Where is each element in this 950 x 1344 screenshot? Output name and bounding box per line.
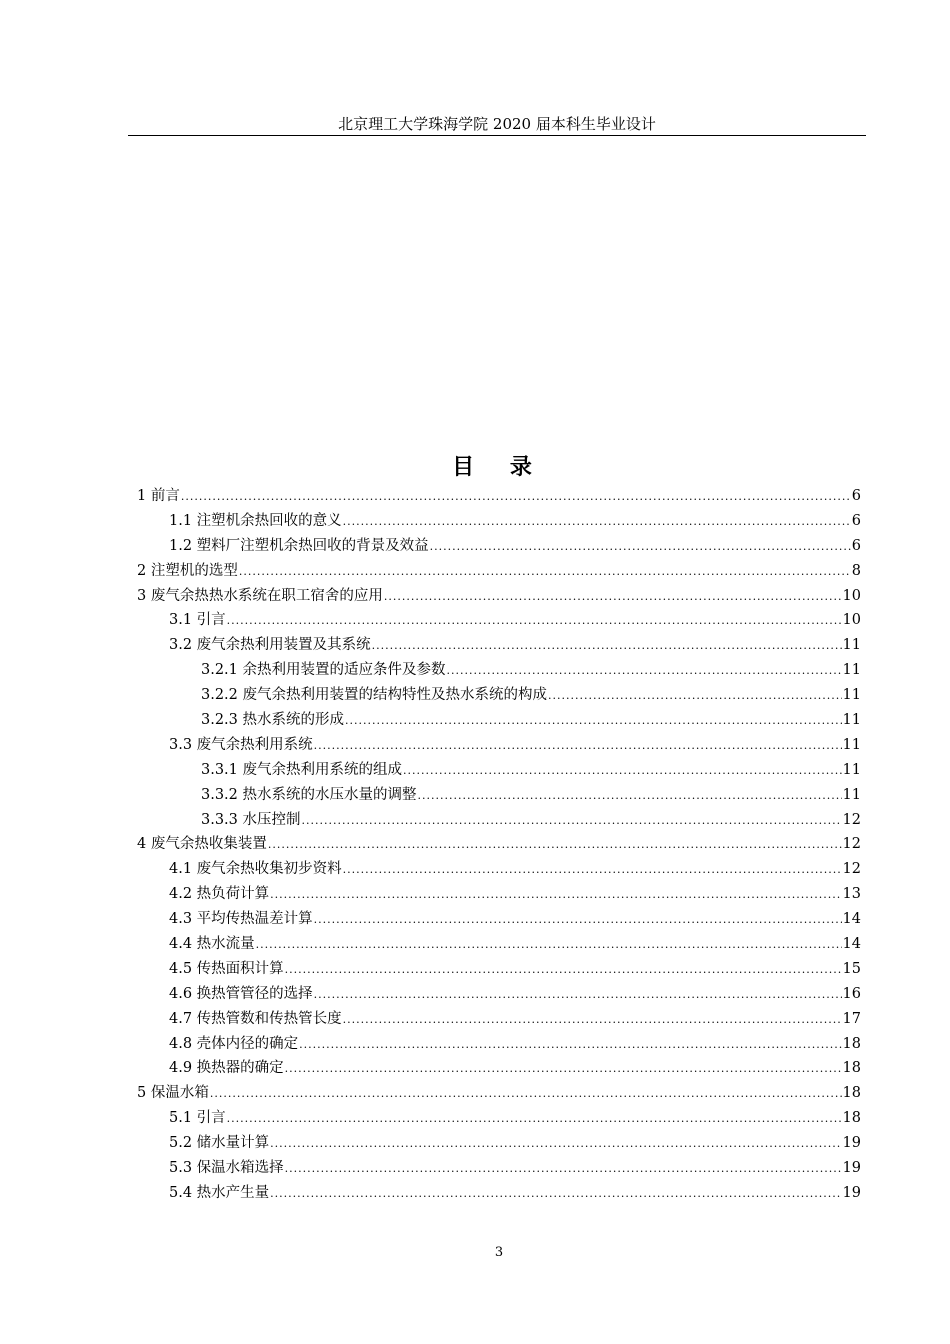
toc-entry-label: 3.2.3 热水系统的形成: [201, 712, 345, 729]
toc-entry-page: 8: [851, 562, 861, 579]
toc-entry[interactable]: [137, 1007, 861, 1032]
toc-entry-page: 11: [842, 736, 861, 753]
toc-entry[interactable]: [137, 1131, 861, 1156]
toc-entry-page: 12: [842, 811, 861, 828]
toc-entry-label: 4.4 热水流量: [169, 936, 255, 953]
header-rule: [128, 135, 866, 136]
toc-dot-leader: [314, 734, 842, 759]
toc-dot-leader: [285, 958, 842, 983]
toc-entry-page: 18: [842, 1060, 861, 1077]
toc-entry[interactable]: [137, 1056, 861, 1081]
toc-entry[interactable]: [137, 534, 861, 559]
page-number: 3: [494, 1245, 504, 1260]
toc-dot-leader: [227, 1107, 842, 1132]
toc-entry[interactable]: [137, 633, 861, 658]
toc-dot-leader: [343, 510, 851, 535]
toc-entry-page: 11: [842, 662, 861, 679]
toc-dot-leader: [285, 1057, 842, 1082]
toc-entry-label: 3.3.1 废气余热利用系统的组成: [201, 761, 403, 778]
toc-entry[interactable]: [137, 783, 861, 808]
toc-entry-label: 3.2.1 余热利用装置的适应条件及参数: [201, 662, 446, 679]
toc-title: 目 录: [452, 455, 546, 480]
toc-entry-page: 16: [842, 985, 861, 1002]
toc-entry-label: 4.2 热负荷计算: [169, 886, 270, 903]
toc-entry-label: 5.4 热水产生量: [169, 1184, 270, 1201]
toc-dot-leader: [239, 560, 851, 585]
toc-entry-page: 14: [842, 936, 861, 953]
toc-entry-label: 3.2.2 废气余热利用装置的结构特性及热水系统的构成: [201, 687, 548, 704]
page-header: 北京理工大学珠海学院 2020 届本科生毕业设计: [338, 115, 656, 133]
toc-entry-page: 19: [842, 1184, 861, 1201]
toc-entry[interactable]: [137, 584, 861, 609]
toc-entry[interactable]: [137, 1081, 861, 1106]
toc-entry[interactable]: [137, 1106, 861, 1131]
toc-entry[interactable]: [137, 808, 861, 833]
toc-dot-leader: [302, 809, 842, 834]
toc-dot-leader: [181, 485, 851, 510]
toc-dot-leader: [447, 659, 842, 684]
toc-entry[interactable]: [137, 932, 861, 957]
toc-entry[interactable]: [137, 957, 861, 982]
toc-dot-leader: [384, 585, 842, 610]
toc-entry[interactable]: [137, 832, 861, 857]
toc-dot-leader: [256, 933, 842, 958]
toc-entry-page: 18: [842, 1085, 861, 1102]
toc-entry-label: 2 注塑机的选型: [137, 562, 238, 579]
toc-dot-leader: [227, 609, 842, 634]
toc-entry-page: 12: [842, 836, 861, 853]
toc-entry-page: 15: [842, 960, 861, 977]
toc-dot-leader: [314, 908, 842, 933]
toc-entry[interactable]: [137, 1156, 861, 1181]
toc-entry[interactable]: [137, 1032, 861, 1057]
toc-dot-leader: [430, 535, 851, 560]
toc-entry-label: 4.8 壳体内径的确定: [169, 1035, 299, 1052]
toc-entry-page: 6: [851, 512, 861, 529]
toc-entry-label: 3.3 废气余热利用系统: [169, 736, 313, 753]
toc-entry[interactable]: [137, 658, 861, 683]
toc-entry-page: 18: [842, 1035, 861, 1052]
toc-dot-leader: [285, 1157, 842, 1182]
toc-entry-label: 4.7 传热管数和传热管长度: [169, 1010, 342, 1027]
toc-entry-label: 1 前言: [137, 488, 180, 504]
toc-dot-leader: [270, 883, 841, 908]
toc-entry-page: 11: [842, 687, 861, 704]
toc-entry-label: 3.3.3 水压控制: [201, 811, 301, 828]
toc-entry-label: 4.6 换热管管径的选择: [169, 985, 313, 1002]
toc-entry-label: 5 保温水箱: [137, 1085, 209, 1102]
toc-entry-page: 19: [842, 1160, 861, 1177]
toc-entry-label: 4.5 传热面积计算: [169, 960, 284, 977]
toc-entry-page: 19: [842, 1135, 861, 1152]
toc-dot-leader: [314, 983, 842, 1008]
toc-entry-label: 5.3 保温水箱选择: [169, 1160, 284, 1177]
toc-entry-label: 5.1 引言: [169, 1110, 226, 1127]
toc-entry-page: 6: [851, 537, 861, 554]
toc-entry-label: 3.2 废气余热利用装置及其系统: [169, 637, 371, 654]
toc-entry-page: 6: [851, 488, 861, 504]
toc-dot-leader: [548, 684, 842, 709]
toc-entry-page: 18: [842, 1110, 861, 1127]
toc-entry-label: 3.1 引言: [169, 612, 226, 629]
toc-dot-leader: [345, 709, 842, 734]
toc-entry-page: 11: [842, 637, 861, 654]
toc-dot-leader: [270, 1132, 841, 1157]
toc-dot-leader: [268, 833, 842, 858]
toc-entry[interactable]: [137, 758, 861, 783]
toc-entry[interactable]: [137, 683, 861, 708]
toc-dot-leader: [210, 1082, 842, 1107]
toc-entry-page: 10: [842, 587, 861, 604]
toc-dot-leader: [372, 634, 842, 659]
toc-entry[interactable]: [137, 559, 861, 584]
toc-entry-page: 10: [842, 612, 861, 629]
toc-entry-page: 11: [842, 712, 861, 729]
toc-entry[interactable]: [137, 509, 861, 534]
toc-entry[interactable]: [137, 882, 861, 907]
toc-entry-page: 12: [842, 861, 861, 878]
toc-dot-leader: [343, 1008, 842, 1033]
toc-entry-label: 3 废气余热热水系统在职工宿舍的应用: [137, 587, 383, 604]
toc-entry-label: 1.2 塑料厂注塑机余热回收的背景及效益: [169, 537, 429, 554]
toc-dot-leader: [270, 1182, 841, 1207]
toc-entry-label: 3.3.2 热水系统的水压水量的调整: [201, 786, 417, 803]
toc-entry[interactable]: [137, 608, 861, 633]
table-of-contents: [137, 484, 861, 1206]
toc-entry-label: 4.3 平均传热温差计算: [169, 911, 313, 928]
toc-entry-page: 17: [842, 1010, 861, 1027]
toc-entry[interactable]: [137, 982, 861, 1007]
toc-entry-page: 14: [842, 911, 861, 928]
toc-entry-label: 4.1 废气余热收集初步资料: [169, 861, 342, 878]
toc-entry-page: 11: [842, 786, 861, 803]
toc-entry[interactable]: [137, 708, 861, 733]
toc-entry-label: 4.9 换热器的确定: [169, 1060, 284, 1077]
toc-entry-label: 5.2 储水量计算: [169, 1135, 270, 1152]
toc-dot-leader: [299, 1033, 841, 1058]
toc-entry[interactable]: [137, 907, 861, 932]
toc-entry[interactable]: [137, 733, 861, 758]
toc-entry[interactable]: [137, 484, 861, 509]
toc-dot-leader: [343, 858, 842, 883]
toc-dot-leader: [403, 759, 842, 784]
toc-entry[interactable]: [137, 1181, 861, 1206]
toc-entry-label: 1.1 注塑机余热回收的意义: [169, 512, 342, 529]
toc-entry-label: 4 废气余热收集装置: [137, 836, 267, 853]
toc-dot-leader: [418, 784, 842, 809]
toc-entry-page: 11: [842, 761, 861, 778]
toc-entry-page: 13: [842, 886, 861, 903]
toc-entry[interactable]: [137, 857, 861, 882]
